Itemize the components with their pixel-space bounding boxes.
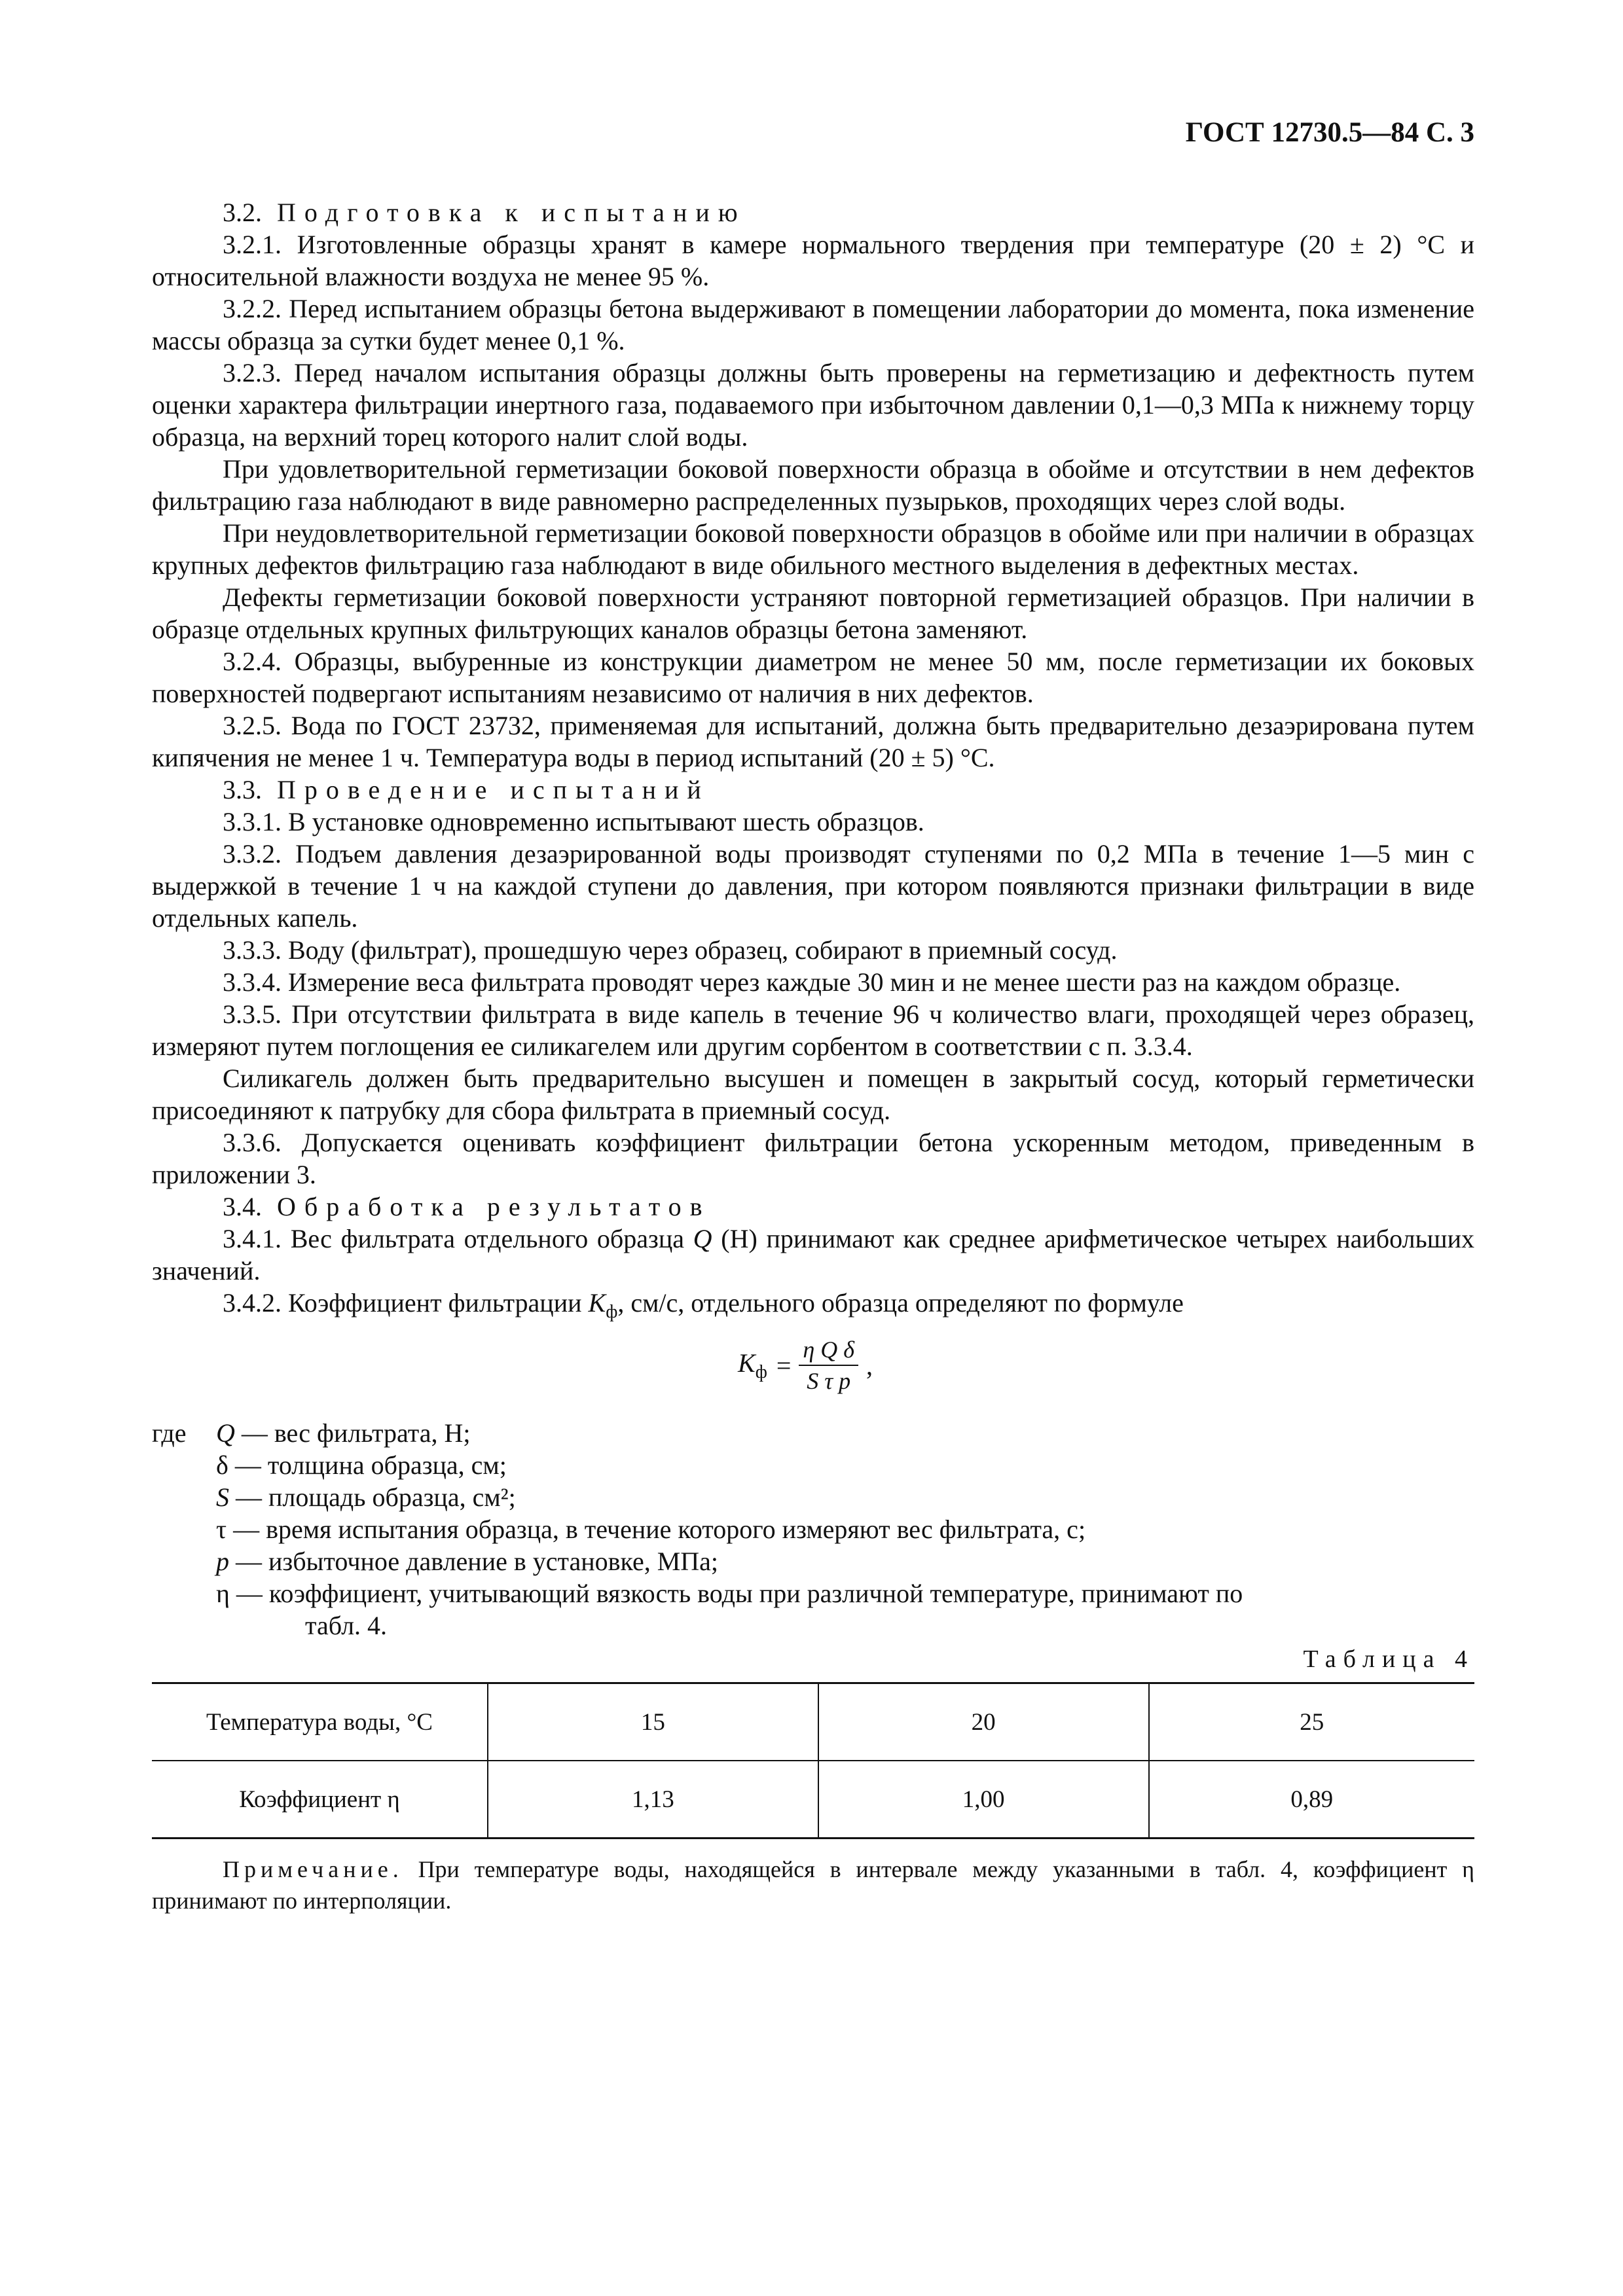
section-title: Подготовка к испытанию	[277, 198, 746, 227]
paragraph-3-3-2: 3.3.2. Подъем давления дезаэрированной воды производят ступенями по 0,2 МПа в течение 1—5 мин с выдержкой в течение 1 ч на каждой ступени до давления, при котором появляются признаки фильтрации в виде отдельных капель.	[152, 839, 1474, 933]
table-cell: 0,89	[1149, 1761, 1474, 1839]
formula-comma: ,	[866, 1350, 873, 1380]
symbol-q: Q	[693, 1224, 712, 1253]
body-text	[152, 196, 1474, 1328]
legend-text: — площадь образца, см²;	[236, 1482, 516, 1512]
table-cell: 20	[818, 1683, 1149, 1761]
formula-numerator: η Q δ	[799, 1336, 858, 1366]
paragraph-3-3-5-b: Силикагель должен быть предварительно высушен и помещен в закрытый сосуд, который герметически присоединяют к патрубку для сбора фильтрата в приемный сосуд.	[152, 1064, 1474, 1125]
legend-symbol: τ	[216, 1515, 227, 1544]
section-number: 3.3.	[223, 775, 262, 804]
text-run: , см/с, отдельного образца определяют по формуле	[617, 1288, 1184, 1318]
symbol-k: K	[588, 1288, 606, 1318]
paragraph-3-3-6: 3.3.6. Допускается оценивать коэффициент фильтрации бетона ускоренным методом, приведенным в приложении 3.	[152, 1128, 1474, 1189]
filtration-formula	[152, 1335, 1474, 1403]
section-heading-3-4	[152, 1191, 1474, 1223]
paragraph-3-2-3-b: При удовлетворительной герметизации боковой поверхности образца в обойме и отсутствии в нем дефектов фильтрацию газа наблюдают в виде равномерно распределенных пузырьков, проходящих через слой воды.	[152, 454, 1474, 516]
paragraph-3-3-4: 3.3.4. Измерение веса фильтрата проводят через каждые 30 мин и не менее шести раз на каждом образце.	[223, 967, 1401, 997]
legend-symbol: η	[216, 1579, 230, 1608]
table-cell: 1,13	[488, 1761, 818, 1839]
paragraph-3-2-5: 3.2.5. Вода по ГОСТ 23732, применяемая для испытаний, должна быть предварительно дезаэрирована путем кипячения не менее 1 ч. Температура воды в период испытаний (20 ± 5) °С.	[152, 711, 1474, 772]
legend-symbol: S	[216, 1482, 229, 1512]
paragraph-3-2-2: 3.2.2. Перед испытанием образцы бетона выдерживают в помещении лаборатории до момента, пока изменение массы образца за сутки будет менее 0,1 %.	[152, 294, 1474, 355]
note-text: При температуре воды, находящейся в интервале между указанными в табл. 4, коэффициент η принимают по интерполяции.	[152, 1856, 1474, 1914]
symbol-legend	[152, 1417, 1474, 1641]
paragraph-3-3-5: 3.3.5. При отсутствии фильтрата в виде капель в течение 96 ч количество влаги, проходящей через образец, измеряют путем поглощения ее силикагелем или другим сорбентом в соответствии с п. 3.3.4.	[152, 999, 1474, 1061]
legend-lead: где	[152, 1418, 187, 1448]
legend-symbol: p	[216, 1547, 229, 1576]
paragraph-3-4-1	[152, 1223, 1474, 1287]
legend-row	[152, 1481, 1474, 1513]
legend-row	[152, 1577, 1474, 1609]
table-cell: 1,00	[818, 1761, 1149, 1839]
section-title: Проведение испытаний	[277, 775, 710, 804]
symbol-subscript: ф	[606, 1302, 618, 1322]
legend-text: — время испытания образца, в течение которого измеряют вес фильтрата, с;	[233, 1515, 1086, 1544]
legend-symbol: δ	[216, 1450, 228, 1480]
table-cell: 15	[488, 1683, 818, 1761]
paragraph-3-3-1: 3.3.1. В установке одновременно испытывают шесть образцов.	[223, 807, 924, 836]
legend-row	[152, 1513, 1474, 1545]
section-heading-3-2	[152, 196, 1474, 228]
table-row	[152, 1761, 1474, 1839]
paragraph-3-2-1: 3.2.1. Изготовленные образцы хранят в камере нормального твердения при температуре (20 ± 2) °С и относительной влажности воздуха не менее 95 %.	[152, 230, 1474, 291]
text-run: 3.4.1. Вес фильтрата отдельного образца	[223, 1224, 693, 1253]
legend-text: — коэффициент, учитывающий вязкость воды при различной температуре, принимают по	[236, 1579, 1243, 1608]
formula-denominator: S τ p	[807, 1368, 851, 1394]
legend-text: — вес фильтрата, Н;	[241, 1418, 471, 1448]
paragraph-3-4-2	[152, 1287, 1474, 1328]
legend-text: — толщина образца, см;	[234, 1450, 507, 1480]
legend-row	[152, 1449, 1474, 1481]
viscosity-table	[152, 1682, 1474, 1839]
legend-continuation	[152, 1609, 1474, 1641]
formula-fraction	[799, 1336, 858, 1395]
section-number: 3.4.	[223, 1192, 262, 1221]
section-heading-3-3	[152, 774, 1474, 806]
table-row-label: Температура воды, °С	[152, 1683, 488, 1761]
table-note	[152, 1854, 1474, 1916]
table-row	[152, 1683, 1474, 1761]
running-header: ГОСТ 12730.5—84 С. 3	[1185, 117, 1474, 148]
table-cell: 25	[1149, 1683, 1474, 1761]
paragraph-3-2-3: 3.2.3. Перед началом испытания образцы должны быть проверены на герметизацию и дефектность путем оценки характера фильтрации инертного газа, подаваемого при избыточном давлении 0,1—0,3 МПа к нижнему торцу образца, на верхний торец которого налит слой воды.	[152, 358, 1474, 452]
paragraph-3-2-3-d: Дефекты герметизации боковой поверхности устраняют повторной герметизацией образцов. При наличии в образце отдельных крупных фильтрующих каналов образцы бетона заменяют.	[152, 583, 1474, 644]
paragraph-3-2-3-c: При неудовлетворительной герметизации боковой поверхности образцов в обойме или при наличии в образцах крупных дефектов фильтрацию газа наблюдают в виде обильного местного выделения в дефектных местах.	[152, 518, 1474, 580]
section-number: 3.2.	[223, 198, 262, 227]
text-run: 3.4.2. Коэффициент фильтрации	[223, 1288, 589, 1318]
legend-continuation-text: табл. 4.	[305, 1611, 388, 1640]
section-title: Обработка результатов	[277, 1192, 711, 1221]
formula-lhs-symbol: K	[738, 1348, 756, 1378]
legend-symbol: Q	[216, 1418, 235, 1448]
table-caption: Таблица 4	[1303, 1645, 1474, 1673]
legend-row	[152, 1545, 1474, 1577]
paragraph-3-3-3: 3.3.3. Воду (фильтрат), прошедшую через образец, собирают в приемный сосуд.	[223, 935, 1118, 965]
table-row-label: Коэффициент η	[152, 1761, 488, 1839]
text-run: (Н) принимают как среднее арифметическое четырех наибольших значений.	[152, 1224, 1474, 1285]
formula-equals: =	[776, 1350, 792, 1380]
note-label: Примечание.	[223, 1856, 403, 1882]
paragraph-3-2-4: 3.2.4. Образцы, выбуренные из конструкции диаметром не менее 50 мм, после герметизации их боковых поверхностей подвергают испытаниям независимо от наличия в них дефектов.	[152, 647, 1474, 708]
document-page	[152, 117, 1474, 1940]
legend-text: — избыточное давление в установке, МПа;	[236, 1547, 719, 1576]
legend-row	[152, 1417, 1474, 1449]
formula-lhs-subscript: ф	[755, 1362, 767, 1382]
formula-lhs	[738, 1348, 767, 1383]
